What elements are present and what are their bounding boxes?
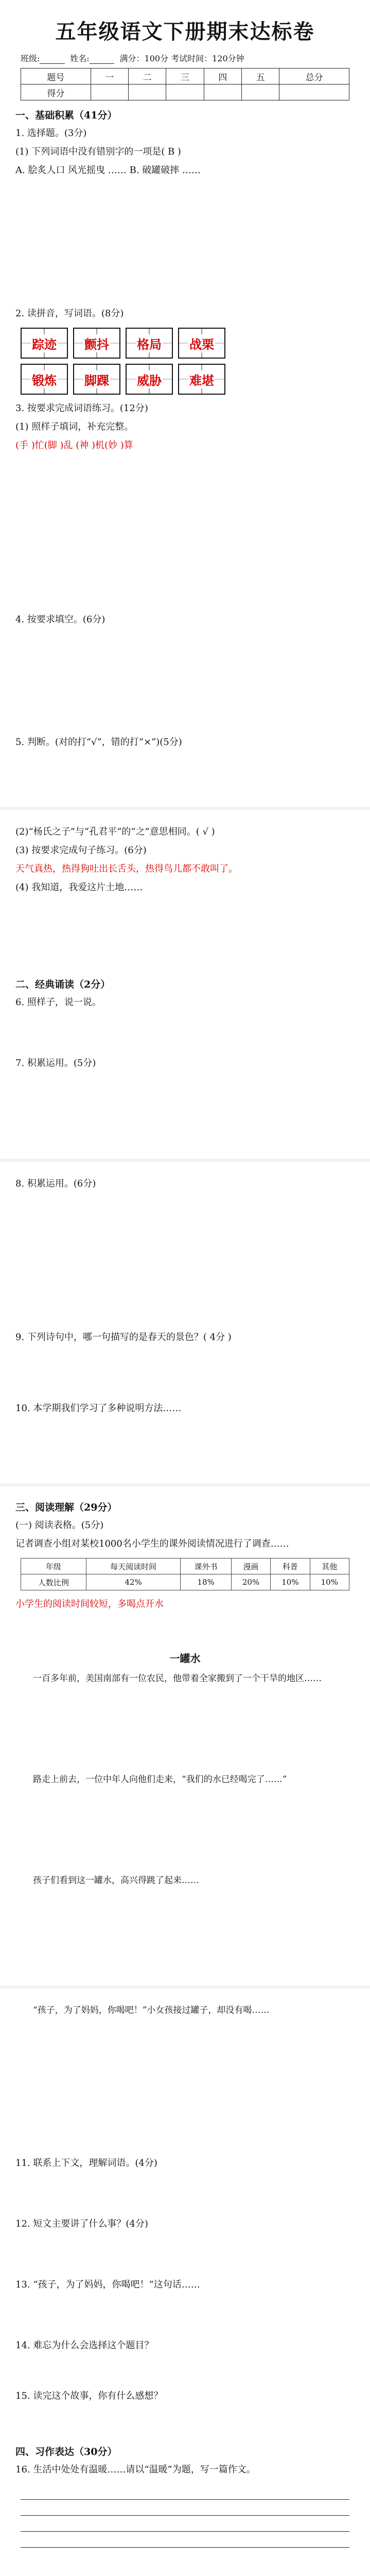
table-cell: 人数比例 bbox=[21, 1574, 86, 1590]
table-header: 年级 bbox=[21, 1558, 86, 1574]
question-3-line: (1) 照样子填词，补充完整。 bbox=[15, 421, 134, 432]
score-table bbox=[21, 68, 349, 100]
writing-line bbox=[21, 2516, 349, 2532]
question-13: 13. “孩子，为了妈妈，你喝吧！”这句话…… bbox=[15, 2279, 200, 2290]
question-3-answer: (手 )忙(脚 )乱 (神 )机(妙 )算 bbox=[15, 440, 133, 451]
question-15: 15. 读完这个故事，你有什么感想？ bbox=[15, 2391, 163, 2401]
s2-p4: (4) 我知道，我爱这片土地…… bbox=[15, 882, 143, 893]
essay-paragraph: “孩子，为了妈妈，你喝吧！”小女孩接过罐子，却没有喝…… bbox=[33, 2005, 270, 2015]
score-row-label: 得分 bbox=[21, 84, 91, 100]
section-4-head: 四、习作表达（30分） bbox=[15, 2446, 117, 2458]
score-cell bbox=[279, 84, 349, 100]
writing-box bbox=[126, 364, 173, 395]
essay-paragraph: 路走上前去，一位中年人向他们走来，“我们的水已经喝完了……” bbox=[33, 1774, 287, 1785]
question-6: 6. 照样子，说一说。 bbox=[15, 997, 101, 1008]
essay-title: 一罐水 bbox=[169, 1652, 201, 1665]
question-4: 4. 按要求填空。(6分) bbox=[15, 614, 105, 625]
table-cell: 42% bbox=[86, 1574, 181, 1590]
question-2: 2. 读拼音，写词语。(8分) bbox=[15, 308, 124, 319]
answer-word: 踪迹 bbox=[31, 334, 58, 352]
score-header: 一 bbox=[91, 69, 128, 84]
page-divider bbox=[0, 1159, 370, 1162]
essay-paragraph: 孩子们看到这一罐水，高兴得跳了起来…… bbox=[33, 1875, 199, 1886]
writing-box bbox=[73, 364, 120, 395]
question-11: 11. 联系上下文，理解词语。(4分) bbox=[15, 2158, 157, 2168]
question-3: 3. 按要求完成词语练习。(12分) bbox=[15, 403, 148, 414]
score-header: 题号 bbox=[21, 69, 91, 84]
s2-p3: 天气真热，热得狗吐出长舌头，热得鸟儿都不敢叫了。 bbox=[15, 863, 238, 874]
table-cell: 18% bbox=[181, 1574, 231, 1590]
table-cell: 10% bbox=[271, 1574, 310, 1590]
pinyin-grid-row-2 bbox=[21, 364, 349, 395]
reading-intro: 记者调查小组对某校1000名小学生的课外阅读情况进行了调查…… bbox=[15, 1538, 289, 1549]
class-label: 班级: bbox=[21, 54, 40, 63]
answer-word: 战栗 bbox=[188, 334, 215, 352]
page-divider bbox=[0, 807, 370, 810]
answer-word: 锻炼 bbox=[31, 370, 58, 388]
page-divider bbox=[0, 1483, 370, 1486]
question-14: 14. 难忘为什么会选择这个题目？ bbox=[15, 2340, 154, 2351]
section-1-head: 一、基础积累（41分） bbox=[15, 110, 117, 121]
score-header: 四 bbox=[204, 69, 241, 84]
answer-word: 格局 bbox=[136, 334, 163, 352]
s2-p2: (3) 按要求完成句子练习。(6分) bbox=[15, 845, 147, 856]
score-cell bbox=[241, 84, 279, 100]
writing-box bbox=[73, 328, 120, 359]
reading-answer: 小学生的阅读时间较短，多喝点开水 bbox=[15, 1599, 164, 1609]
question-8: 8. 积累运用。(6分) bbox=[15, 1178, 96, 1189]
essay-paragraph: 一百多年前，美国南部有一位农民，他带着全家搬到了一个干旱的地区…… bbox=[33, 1673, 322, 1684]
question-1-1: (1) 下列词语中没有错别字的一项是( B ) bbox=[15, 146, 181, 157]
survey-table bbox=[21, 1558, 349, 1590]
section-2-head: 二、经典诵读（2分） bbox=[15, 979, 111, 990]
name-label: 姓名: bbox=[70, 54, 90, 63]
answer-word: 威胁 bbox=[136, 370, 163, 388]
table-header: 每天阅读时间 bbox=[86, 1558, 181, 1574]
score-header: 二 bbox=[128, 69, 166, 84]
question-5: 5. 判断。(对的打“√”，错的打“×”)(5分) bbox=[15, 737, 182, 748]
student-info bbox=[21, 52, 349, 64]
score-cell bbox=[166, 84, 204, 100]
score-info: 满分：100分 考试时间：120分钟 bbox=[119, 54, 244, 63]
writing-box bbox=[21, 364, 68, 395]
question-12: 12. 短文主要讲了什么事？(4分) bbox=[15, 2218, 148, 2229]
writing-box bbox=[178, 328, 225, 359]
s2-p1: (2)“杨氏之子”与“孔君平”的“之”意思相同。( √ ) bbox=[15, 826, 215, 837]
question-1: 1. 选择题。(3分) bbox=[15, 128, 87, 139]
writing-box bbox=[21, 328, 68, 359]
table-header: 漫画 bbox=[231, 1558, 270, 1574]
pinyin-grid-row-1 bbox=[21, 328, 349, 359]
table-header: 其他 bbox=[310, 1558, 349, 1574]
score-header: 三 bbox=[166, 69, 204, 84]
writing-line bbox=[21, 2484, 349, 2500]
question-7: 7. 积累运用。(5分) bbox=[15, 1058, 96, 1069]
table-header: 科普 bbox=[271, 1558, 310, 1574]
score-header: 五 bbox=[241, 69, 279, 84]
answer-word: 难堪 bbox=[188, 370, 215, 388]
table-cell: 20% bbox=[231, 1574, 270, 1590]
writing-line bbox=[21, 2532, 349, 2548]
exam-title: 五年级语文下册期末达标卷 bbox=[55, 20, 315, 44]
writing-line bbox=[21, 2500, 349, 2516]
score-cell bbox=[128, 84, 166, 100]
section-3-head: 三、阅读理解（29分） bbox=[15, 1502, 117, 1513]
question-9: 9. 下列诗句中，哪一句描写的是春天的景色？( 4分 ) bbox=[15, 1332, 232, 1343]
question-1-1-options: A. 脍炙人口 风光摇曳 …… B. 破罐破摔 …… bbox=[15, 165, 201, 176]
question-16: 16. 生活中处处有温暖……请以“温暖”为题，写一篇作文。 bbox=[15, 2464, 256, 2475]
page-divider bbox=[0, 1986, 370, 1989]
writing-box bbox=[178, 364, 225, 395]
table-cell: 10% bbox=[310, 1574, 349, 1590]
answer-word: 脚踝 bbox=[83, 370, 110, 388]
question-10: 10. 本学期我们学习了多种说明方法…… bbox=[15, 1403, 182, 1414]
score-header: 总分 bbox=[279, 69, 349, 84]
table-header: 课外书 bbox=[181, 1558, 231, 1574]
writing-lines bbox=[21, 2484, 349, 2548]
answer-word: 颤抖 bbox=[83, 334, 110, 352]
writing-box bbox=[126, 328, 173, 359]
score-cell bbox=[91, 84, 128, 100]
score-cell bbox=[204, 84, 241, 100]
reading-sub-1: (一) 阅读表格。(5分) bbox=[15, 1520, 104, 1531]
